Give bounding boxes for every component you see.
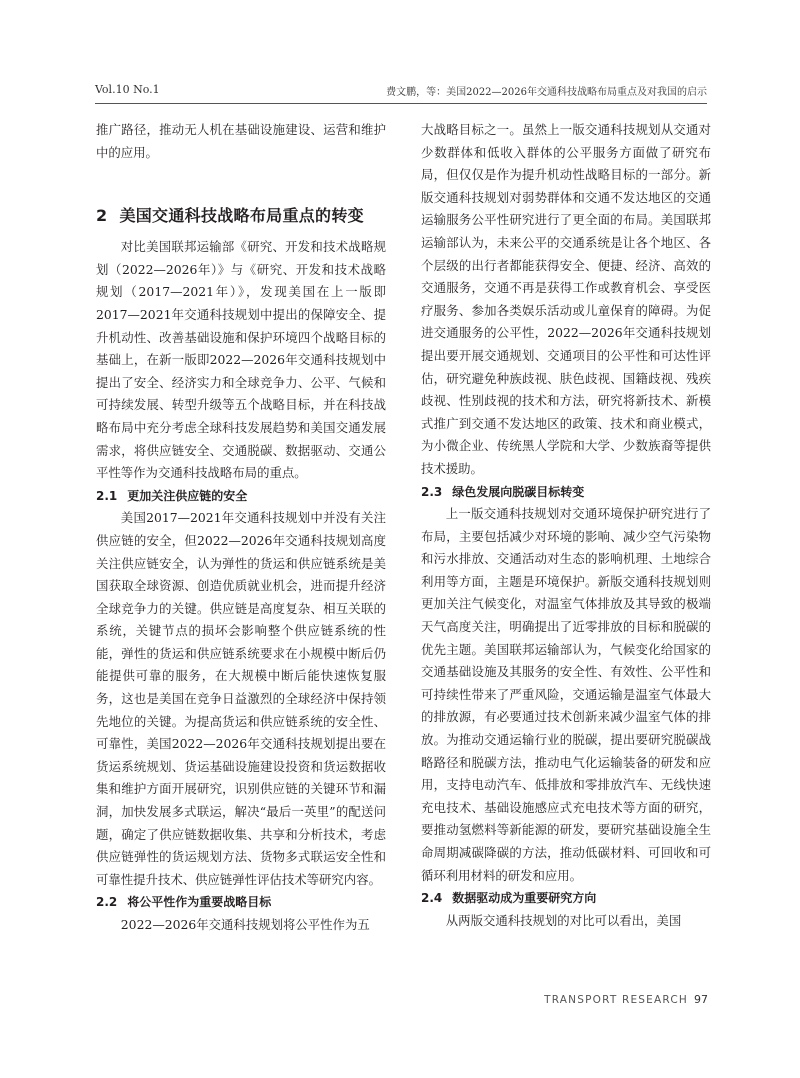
- subsection-heading-2-1: [96, 485, 386, 508]
- paragraph-continued: 大战略目标之一。虽然上一版交通科技规划从交通对少数群体和低收入群体的公平服务方面做了研究布局，但仅仅是作为提升机动性战略目标的一部分。新版交通科技规划对弱势群体和交通不发达地区的交通运输服务公平性研究进行了更全面的布局。美国联邦运输部认为，未来公平的交通系统是让各个地区、各个层级的出行者都能获得安全、便捷、经济、高效的交通服务，交通不再是获得工作或教育机会、享受医疗服务、参加各类娱乐活动或儿童保育的障碍。为促进交通服务的公平性，2022—2026年交通科技规划提出要开展交通规划、交通项目的公平性和可达性评估，研究避免种族歧视、肤色歧视、国籍歧视、残疾歧视、性别歧视的技术和方法，研究将新技术、新模式推广到交通不发达地区的政策、技术和商业模式，为小微企业、传统黑人学院和大学、少数族裔等提供技术援助。: [421, 122, 711, 476]
- subsection-number: 2.3: [421, 484, 443, 499]
- section-title: 美国交通科技战略布局重点的转变: [119, 206, 364, 226]
- subsection-heading-2-2: [96, 891, 386, 914]
- section-number: 2: [96, 206, 108, 226]
- subsection-title: 将公平性作为重要战略目标: [127, 895, 272, 910]
- left-column: [96, 119, 386, 937]
- section-intro: 对比美国联邦运输部《研究、开发和技术战略规划（2022—2026年）》与《研究、开发和技术战略规划（2017—2021年）》，发现美国在上一版即2017—2021年交通科技规划中提出的保障安全、提升机动性、改善基础设施和保护环境四个战略目标的基础上，在新一版即2022—2026年交通科技规划中提出了安全、经济实力和全球竞争力、公平、气候和可持续发展、转型升级等五个战略目标，并在科技战略布局中充分考虑全球科技发展趋势和美国交通发展需求，将供应链安全、交通脱碳、数据驱动、交通公平性等作为交通科技战略布局的重点。: [96, 239, 386, 481]
- page-number: 97: [694, 993, 708, 1006]
- page-footer: [544, 993, 708, 1006]
- subsection-heading-2-3: [421, 481, 711, 504]
- paragraph-continued: 推广路径，推动无人机在基础设施建设、运营和维护中的应用。: [96, 122, 386, 160]
- subsection-heading-2-4: [421, 887, 711, 910]
- subsection-body-2-4: 从两版交通科技规划的对比可以看出，美国: [445, 912, 682, 928]
- subsection-title: 数据驱动成为重要研究方向: [452, 891, 597, 906]
- section-heading: [96, 204, 386, 228]
- subsection-body-2-1: 美国2017—2021年交通科技规划中并没有关注供应链的安全，但2022—2026年交通科技规划高度关注供应链安全，认为弹性的货运和供应链系统是美国获取全球资源、创造优质就业机会，进而提升经济全球竞争力的关键。供应链是高度复杂、相互关联的系统，关键节点的损坏会影响整个供应链系统的性能，弹性的货运和供应链系统要求在小规模中断后仍能提供可靠的服务，在大规模中断后能快速恢复服务，这也是美国在竞争日益激烈的全球经济中保持领先地位的关键。为提高货运和供应链系统的安全性、可靠性，美国2022—2026年交通科技规划提出要在货运系统规划、货运基础设施建设投资和货运数据收集和维护方面开展研究，识别供应链的关键环节和漏洞，加快发展多式联运，解决“最后一英里”的配送问题，确定了供应链数据收集、共享和分析技术，考虑供应链弹性的货运规划方法、货物多式联运安全性和可靠性提升技术、供应链弹性评估技术等研究内容。: [96, 510, 386, 887]
- volume-issue: Vol.10 No.1: [95, 83, 160, 96]
- running-title: 费文鹏，等：美国2022—2026年交通科技战略布局重点及对我国的启示: [386, 87, 707, 98]
- header-rule: [95, 103, 707, 104]
- subsection-title: 更加关注供应链的安全: [127, 488, 248, 503]
- journal-name: TRANSPORT RESEARCH: [544, 994, 688, 1006]
- subsection-body-2-3: 上一版交通科技规划对交通环境保护研究进行了布局，主要包括减少对环境的影响、减少空气污染物和污水排放、交通活动对生态的影响机理、土地综合利用等方面，主题是环境保护。新版交通科技规划则更加关注气候变化，对温室气体排放及其导致的极端天气高度关注，明确提出了近零排放的目标和脱碳的优先主题。美国联邦运输部认为，气候变化给国家的交通基础设施及其服务的安全性、有效性、公平性和可持续性带来了严重风险，交通运输是温室气体最大的排放源，有必要通过技术创新来减少温室气体的排放。为推动交通运输行业的脱碳，提出要研究脱碳战略路径和脱碳方法，推动电气化运输装备的研发和应用，支持电动汽车、低排放和零排放汽车、无线快速充电技术、基础设施感应式充电技术等方面的研究，要推动氢燃料等新能源的研发，要研究基础设施全生命周期减碳降碳的方法，推动低碳材料、可回收和可循环利用材料的研发和应用。: [421, 506, 711, 883]
- subsection-body-2-2: 2022—2026年交通科技规划将公平性作为五: [120, 917, 370, 932]
- subsection-number: 2.2: [96, 895, 118, 910]
- subsection-number: 2.4: [421, 891, 443, 906]
- subsection-title: 绿色发展向脱碳目标转变: [452, 484, 585, 499]
- running-header: [95, 80, 707, 102]
- subsection-number: 2.1: [96, 488, 118, 503]
- right-column: [421, 119, 711, 932]
- section-spacer: [96, 164, 386, 188]
